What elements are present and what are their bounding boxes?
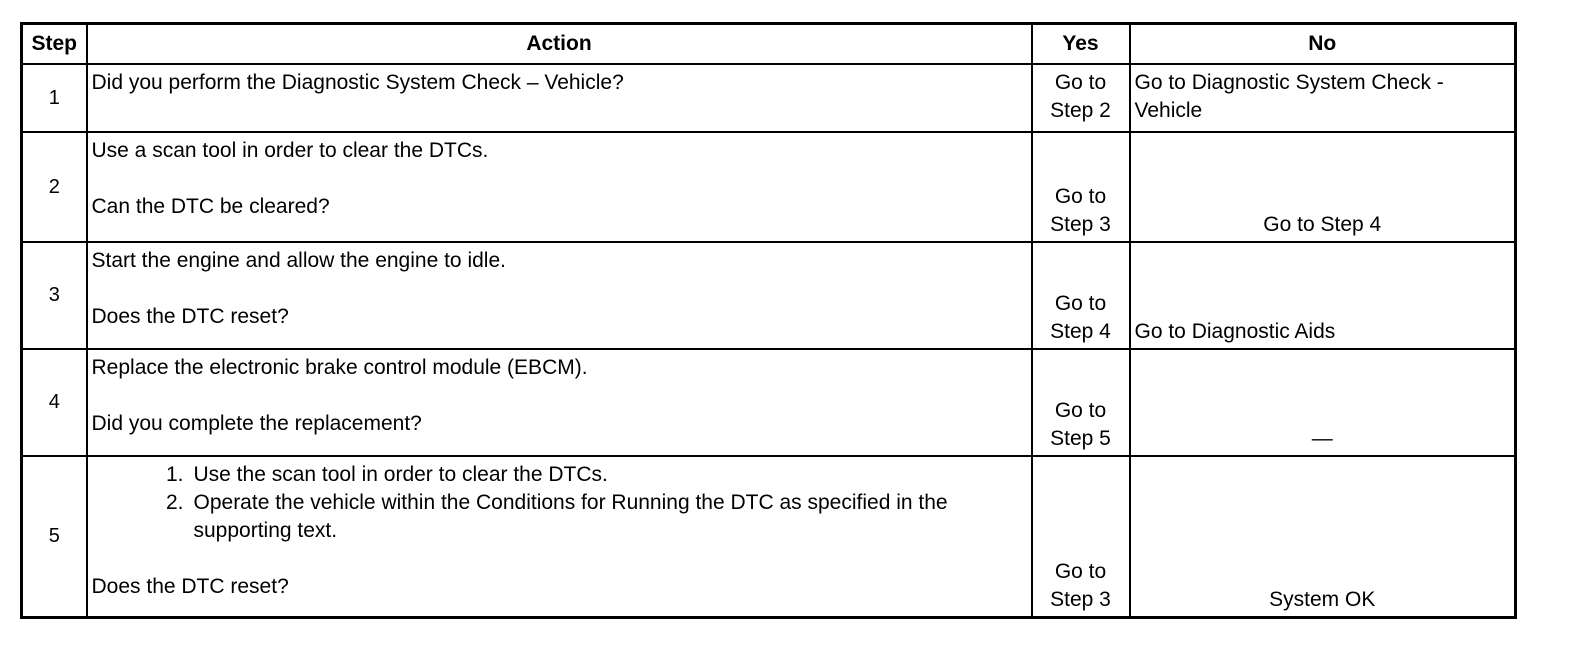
action-cell — [87, 456, 1032, 618]
list-item-text: Use the scan tool in order to clear the DTCs. — [193, 462, 608, 486]
action-step-list — [92, 461, 1028, 545]
table-row — [22, 64, 1516, 132]
table-row — [22, 242, 1516, 349]
no-cell — [1130, 132, 1516, 242]
yes-cell — [1032, 456, 1130, 618]
table-row — [22, 456, 1516, 618]
yes-line-1: Go to — [1054, 291, 1107, 315]
header-step: Step — [22, 24, 87, 64]
action-instruction: Use a scan tool in order to clear the DTCs. — [91, 138, 489, 162]
header-row — [22, 24, 1516, 64]
action-cell — [87, 64, 1032, 132]
action-question: Did you perform the Diagnostic System Check – Vehicle? — [91, 70, 624, 94]
table-row — [22, 349, 1516, 456]
list-item-number: 1. — [165, 462, 184, 486]
action-cell — [87, 132, 1032, 242]
list-item-number: 2. — [165, 490, 184, 514]
diagnostic-table — [20, 22, 1517, 619]
yes-cell — [1032, 64, 1130, 132]
list-item — [132, 461, 1028, 489]
yes-cell — [1032, 242, 1130, 349]
step-number: 4 — [22, 349, 87, 456]
action-question: Can the DTC be cleared? — [91, 194, 330, 218]
header-yes: Yes — [1032, 24, 1130, 64]
yes-line-2: Step 3 — [1050, 588, 1111, 611]
no-text: System OK — [1269, 588, 1376, 611]
yes-cell — [1032, 132, 1130, 242]
action-question: Does the DTC reset? — [91, 304, 289, 328]
no-cell — [1130, 242, 1516, 349]
no-text: Go to Diagnostic Aids — [1134, 319, 1336, 343]
step-number: 1 — [22, 64, 87, 132]
action-instruction: Replace the electronic brake control module (EBCM). — [91, 355, 588, 379]
yes-line-2: Step 4 — [1050, 319, 1111, 343]
yes-cell — [1032, 349, 1130, 456]
action-cell — [87, 242, 1032, 349]
table-row — [22, 132, 1516, 242]
header-action: Action — [87, 24, 1032, 64]
step-number: 3 — [22, 242, 87, 349]
yes-line-2: Step 2 — [1050, 98, 1111, 122]
yes-line-1: Go to — [1054, 398, 1107, 422]
action-instruction: Start the engine and allow the engine to idle. — [91, 248, 506, 272]
list-item-text: Operate the vehicle within the Conditions for Running the DTC as specified in the supporting text. — [193, 490, 948, 542]
yes-line-1: Go to — [1054, 184, 1107, 208]
no-cell — [1130, 64, 1516, 132]
yes-line-2: Step 5 — [1050, 426, 1111, 450]
yes-line-1: Go to — [1054, 70, 1107, 94]
step-number: 5 — [22, 456, 87, 618]
no-cell — [1130, 349, 1516, 456]
yes-line-1: Go to — [1054, 560, 1107, 583]
header-no: No — [1130, 24, 1516, 64]
no-text: — — [1311, 426, 1333, 450]
action-question: Did you complete the replacement? — [91, 411, 422, 435]
yes-line-2: Step 3 — [1050, 212, 1111, 236]
step-number: 2 — [22, 132, 87, 242]
no-text: Go to Diagnostic System Check - Vehicle — [1134, 70, 1444, 122]
no-text: Go to Step 4 — [1263, 212, 1382, 236]
no-cell — [1130, 456, 1516, 618]
action-cell — [87, 349, 1032, 456]
action-question: Does the DTC reset? — [91, 574, 289, 598]
list-item — [132, 489, 954, 545]
